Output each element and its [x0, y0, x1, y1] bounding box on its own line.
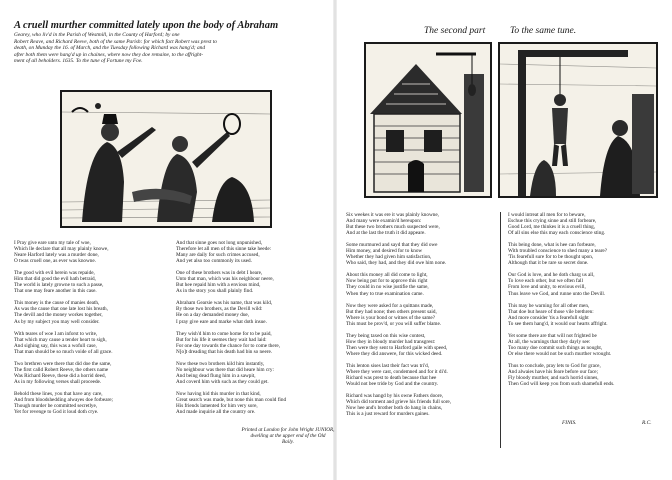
verse-line: Richard was prest to death because that hee: [346, 375, 437, 382]
author-initials: R.C.: [642, 420, 652, 426]
verse-line: Eschue this crying sinne and still forbeare,: [508, 218, 597, 225]
verse-line: Abraham Gearsie was his name, that was kild,: [176, 300, 273, 307]
stanza: [14, 240, 113, 264]
verse-line: About this money all did come to light,: [346, 272, 428, 279]
verse-line: And from bloodshedding alwayes doe forbeare;: [14, 396, 113, 403]
verse-line: Fly bloody murther, and such horrid sinnes,: [508, 375, 599, 382]
verse-column-4: [508, 212, 614, 393]
verse-line: To love each other, but we often fall: [508, 278, 583, 285]
verse-line: Unto that man, which was his neighbour neere,: [176, 276, 274, 283]
left-page: [0, 0, 330, 480]
verse-line: They wish'd him to come home for to be paid,: [176, 330, 272, 337]
verse-column-1: [14, 240, 113, 421]
verse-line: O twas cruell one, as ever was knowne.: [14, 258, 96, 265]
printer-imprint: [233, 427, 343, 446]
title-line: ment of all beholders. 1635. To the tune of Fortune my Foe.: [14, 58, 143, 65]
stanza: [14, 361, 113, 385]
verse-line: But they had none; then others present said,: [346, 308, 437, 315]
verse-line: No neighbour was there that did heare him cry:: [176, 366, 274, 373]
verse-line: This being done, what is hee can forbeare,: [508, 242, 596, 249]
verse-line: When they to true examination came.: [346, 290, 424, 297]
verse-line: I pray give eare and marke what doth insue.: [176, 318, 267, 325]
page-fold-divider: [333, 0, 337, 480]
verse-line: Some murmured and sayd that they did owe: [346, 242, 438, 249]
verse-line: That doe but heare of those vile brethren:: [508, 308, 594, 315]
verse-line: Now having hid this murder in that kind,: [176, 390, 261, 397]
stanza: [176, 300, 286, 324]
verse-line: As in the story you shall plainly find.: [176, 288, 254, 295]
stanza: [508, 242, 614, 266]
verse-line: N[o]t dreading that his death had bin so neere.: [176, 348, 273, 355]
verse-line: This must be prov'd, or you will suffer blame.: [346, 320, 442, 327]
stanza: [176, 270, 286, 294]
verse-line: Would not bee tride by God and the country.: [346, 381, 439, 388]
verse-line: To see them hang'd, it would our hearts affright.: [508, 320, 608, 327]
finis-mark: FINIS.: [562, 420, 577, 426]
verse-line: Six weekes it was ere it was plainly knowne,: [346, 212, 439, 218]
stanza: [508, 303, 614, 327]
verse-line: Yet some there are that will not frighted be: [508, 332, 597, 339]
stanza: [346, 393, 451, 417]
verse-line: That which may cause a tender heart to sigh,: [14, 336, 107, 343]
verse-line: This lenton sises last their fact was tri'd,: [346, 362, 430, 369]
woodcut-house-scene: [364, 42, 492, 198]
verse-line: As was the cause that one late lost his breath,: [14, 306, 108, 313]
verse-line: Was Richard Reeve, these did a horrid deed,: [14, 372, 106, 379]
stanza: [176, 361, 286, 385]
verse-line: This may be warning for all other men,: [508, 302, 590, 309]
verse-line: Then God will keep you from such shamefull ends.: [508, 381, 615, 388]
title-line: after both them were hang'd up in chaines, where now they doe remaine, to the affright-: [14, 51, 204, 58]
verse-line: Which did torment and grieve his friends full sore,: [346, 399, 452, 406]
verse-line: Or else there would not be such murther wrought.: [508, 350, 612, 357]
verse-line: From love and unity, to envious evill,: [508, 284, 586, 291]
verse-line: Who said, they had, and they did owe him none.: [346, 260, 447, 267]
verse-line: Many are daily for such crimes accused,: [176, 252, 260, 259]
title-headline: A cruell murther committed lately upon the body of Abraham: [14, 20, 279, 31]
stanza: [508, 212, 614, 236]
stanza: [176, 240, 286, 264]
tune-heading: To the same tune.: [510, 26, 577, 36]
verse-line: But for his life it seemes they wait had laid:: [176, 336, 267, 343]
stanza: [508, 333, 614, 357]
verse-line: Where is your bond or witnes of the same?: [346, 314, 436, 321]
verse-line: Then were they sent to Harford gaile with speed,: [346, 344, 448, 351]
stanza: [346, 212, 451, 236]
verse-line: As by my subject you may well consider.: [14, 318, 100, 325]
verse-line: Now they were asked for a quittans made,: [346, 302, 434, 309]
verse-line: He on a day demanded money due,: [176, 312, 250, 319]
verse-line: The good with evil herein was repaide,: [14, 270, 95, 277]
right-page: [340, 0, 672, 480]
verse-line: Good Lord, me thinkes it is a cruell thing,: [508, 224, 596, 231]
verse-line: Neare Harford lately was a murder done,: [14, 252, 99, 259]
verse-line: And being dead flung him in a sawpit,: [176, 372, 256, 379]
verse-line: For one day towards the chance for to come there,: [176, 342, 280, 349]
verse-line: And at the last the truth it did appeare.: [346, 230, 426, 237]
verse-line: The devill and the money workes together,: [14, 312, 103, 319]
verse-line: Though murder be committed secretlye,: [14, 403, 98, 410]
stanza: [346, 242, 451, 266]
verse-line: His friends lamented for him very sore,: [176, 403, 258, 410]
imprint-line: dwelling at the upper end of the Old: [250, 433, 326, 440]
stanza: [176, 391, 286, 415]
verse-line: And that sinne goes not long unpunished,: [176, 240, 263, 246]
verse-line: With troubled conscience to shed many a teare?: [508, 248, 608, 255]
verse-line: And sighing say, this was a wofull case,: [14, 342, 97, 349]
stanza: [14, 391, 113, 415]
verse-line: And made inquirie all the country ore.: [176, 409, 256, 416]
verse-line: Two brethren were there that did doe the same,: [14, 360, 112, 367]
verse-line: But these two brothers much suspected were,: [346, 224, 440, 231]
verse-line: Whether they had given him satisfaction,: [346, 254, 432, 261]
title-line: Robert Reave, and Richard Reeve, both of the same Parish: for which fact Robert was prest to: [14, 38, 217, 45]
verse-line: Now being put for to approve this right: [346, 278, 428, 285]
second-part-heading: The second part: [424, 26, 486, 36]
verse-line: And yet also too commonly its used.: [176, 258, 252, 265]
verse-line: Although that it be rare so secret done.: [508, 260, 589, 267]
verse-line: How they in bloudy murder had transgrest:: [346, 338, 436, 345]
stanza: [508, 363, 614, 387]
verse-line: Great search was made, but none this man could find: [176, 396, 287, 403]
verse-line: And many were examin'd hereupon:: [346, 218, 422, 225]
verse-line: And coverd him with such as they could get.: [176, 378, 269, 385]
verse-line: One of these brothers was in debt I heare,: [176, 270, 263, 277]
stanza: [14, 270, 113, 294]
verse-line: And more consider 'tis a fearefull sight: [508, 314, 589, 321]
imprint-line: Baily.: [282, 439, 294, 446]
stanza: [14, 331, 113, 355]
verse-line: The first calld Robert Reeve, the others name: [14, 366, 109, 373]
verse-line: This is a just reward for murders gaines.: [346, 411, 430, 418]
verse-line: That man should be so much voide of all grace.: [14, 348, 113, 355]
verse-line: With teares of woe I am inforst to write,: [14, 330, 98, 337]
stanza: [14, 300, 113, 324]
title-line: death, on Munday the 16. of March, and the Tuesday following Richard was hang'd; and: [14, 45, 206, 52]
verse-line: But hee repaid him with a envious mind,: [176, 282, 261, 289]
verse-line: Now these two brothers kild him instantly,: [176, 360, 265, 367]
verse-line: At all, the warnings that they dayly see:: [508, 338, 591, 345]
verse-line: As in my following verses shall proceede.: [14, 378, 102, 385]
verse-column-3: [346, 212, 451, 423]
verse-line: Richard was hangd by his owne Fathers doore,: [346, 393, 444, 400]
verse-line: They could in no wise justifie the same,: [346, 284, 429, 291]
verse-line: Thus to conclude, pray lets to God for grace,: [508, 362, 601, 369]
verse-line: By those two brothers, as the Devill wild:: [176, 306, 263, 313]
verse-line: That one may feare another in this case.: [14, 288, 97, 295]
stanza: [508, 272, 614, 296]
woodcut-murder-scene: [60, 90, 272, 228]
stanza: [176, 331, 286, 355]
stanza: [346, 333, 451, 357]
verse-line: Him money, and desired for to know: [346, 248, 423, 255]
verse-line: They being taxed on this wise contest,: [346, 332, 426, 339]
stanza: [346, 363, 451, 387]
verse-line: I would intreat all men for to beware,: [508, 212, 586, 218]
ballad-title: [14, 20, 324, 65]
verse-column-2: [176, 240, 286, 421]
stanza: [346, 272, 451, 296]
verse-line: Behold these lines, you that have any care,: [14, 390, 103, 397]
verse-line: 'Tis fearefull sure for to be thought upon,: [508, 254, 594, 261]
woodcut-gallows-scene: [498, 42, 658, 198]
title-line: Gearey, who liv'd in the Parish of Westmill, in the County of Harford; by one: [14, 32, 180, 38]
verse-line: Of all sins else this may each conscience sting.: [508, 230, 606, 237]
imprint-line: Printed at London for John Wright JUNIOR,: [241, 427, 335, 433]
verse-line: Too many doe commit such things as nought,: [508, 344, 603, 351]
verse-line: I Pray give eare unto my tale of woe,: [14, 240, 91, 246]
verse-line: Thus leave we God, and runne unto the Devill.: [508, 290, 606, 297]
verse-line: Therefore let all men of this sinne take heede:: [176, 246, 272, 253]
verse-line: The world is lately growne to such a passe,: [14, 282, 104, 289]
stanza: [346, 303, 451, 327]
verse-line: Where they were cast, condemned and for it di'd.: [346, 368, 448, 375]
verse-line: Which lle declare that all may plainly knowe,: [14, 246, 109, 253]
verse-line: Where they did answere, for this wicked deed.: [346, 350, 443, 357]
verse-line: Our God is love, and he doth charg us all,: [508, 272, 595, 279]
verse-line: Yet for revenge to God it loud doth crye.: [14, 409, 99, 416]
verse-line: Him that did good the evil hath betraid,: [14, 276, 96, 283]
verse-line: This money is the cause of manies death,: [14, 300, 100, 307]
verse-line: And alwaies have his feare before our face;: [508, 368, 599, 375]
column-rule: [500, 212, 501, 448]
verse-line: Now hee and's brother both do hang in chains,: [346, 405, 443, 412]
